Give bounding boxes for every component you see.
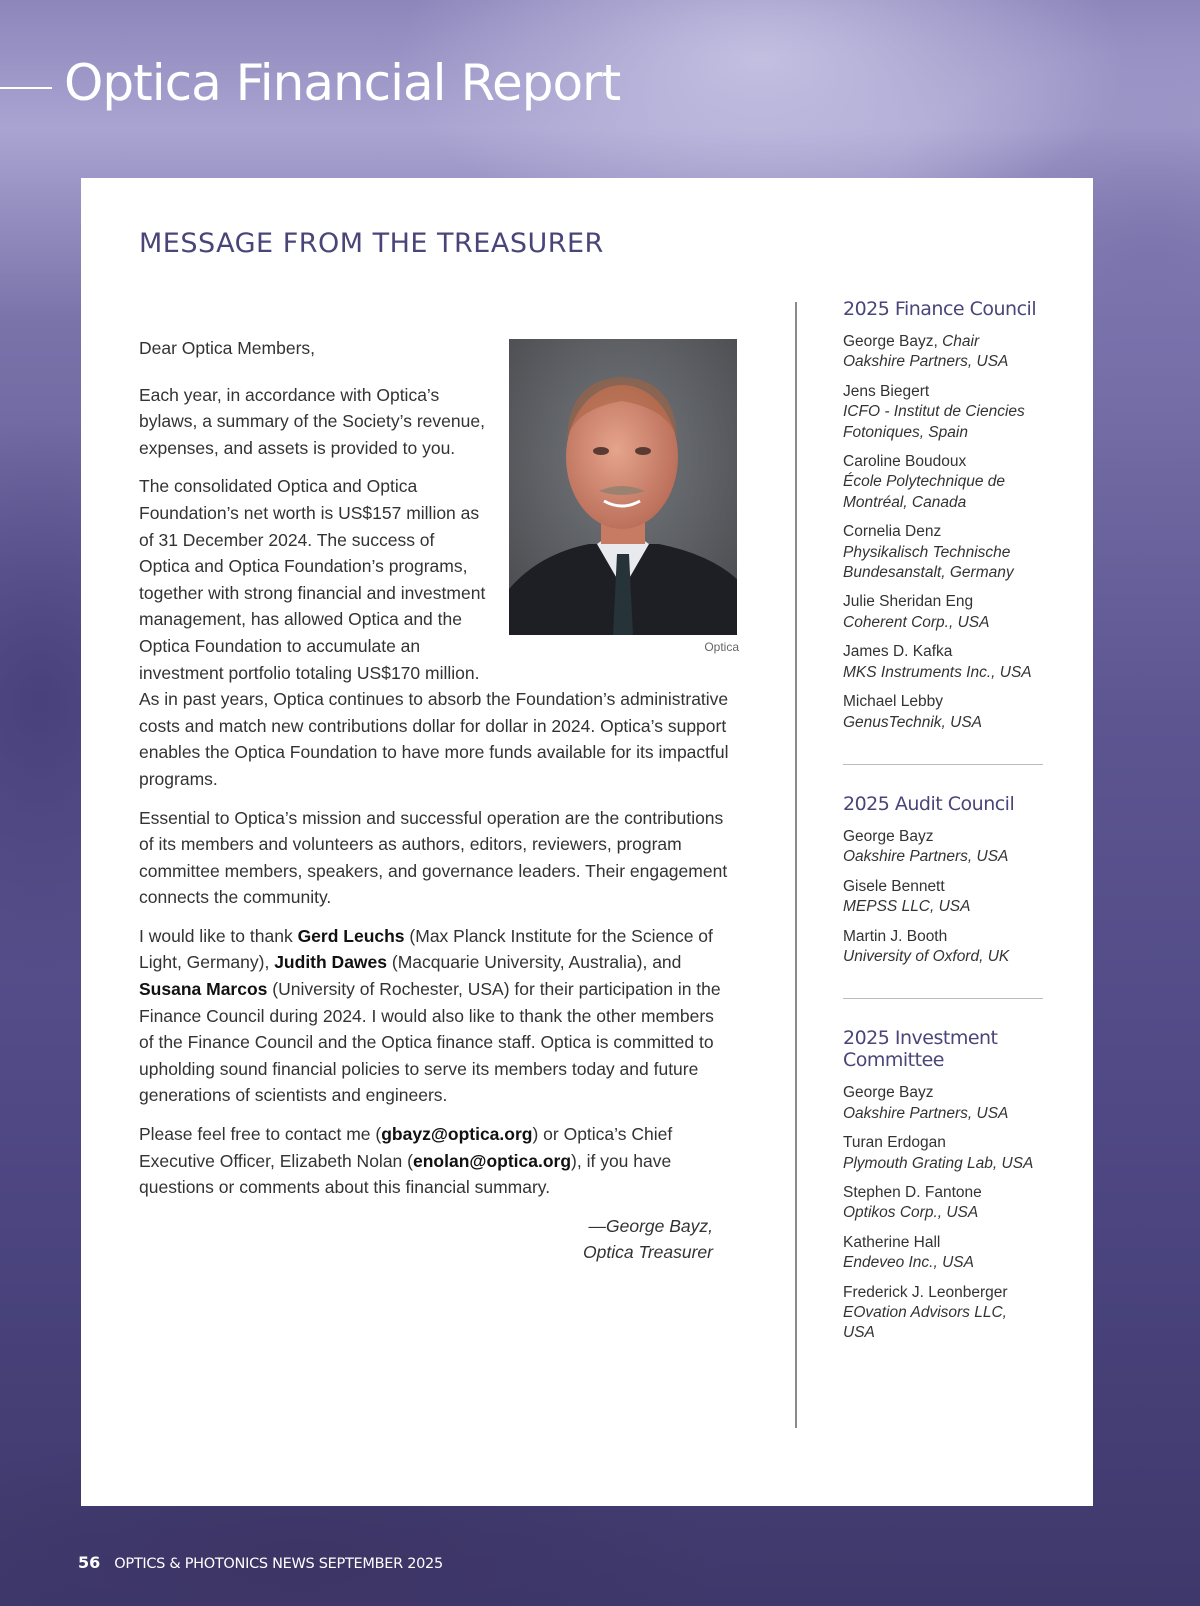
- text-run: (University of Rochester, USA) for their participation in the Finance Council during 2024. I would also like to thank the other members of the Finance Council and the Optica finance staff. Optica is committed to upholding sound financial policies to serve its members today and future generations of scientists and engineers.: [139, 979, 721, 1106]
- member-affiliation: Optikos Corp., USA: [843, 1204, 979, 1222]
- page-number: 56: [78, 1553, 101, 1572]
- page-footer: [78, 1553, 443, 1572]
- member-affiliation: ICFO - Institut de Ciencies Fotoniques, Spain: [843, 403, 1025, 441]
- member-entry: [843, 1183, 1043, 1224]
- section-title: MESSAGE FROM THE TREASURER: [139, 228, 604, 259]
- member-entry: [843, 1233, 1043, 1274]
- member-affiliation: MKS Instruments Inc., USA: [843, 663, 1032, 681]
- member-affiliation: University of Oxford, UK: [843, 947, 1010, 965]
- member-name: Julie Sheridan Eng: [843, 593, 974, 611]
- member-name: Turan Erdogan: [843, 1134, 946, 1152]
- text-run: (Max Planck Institute for the Science of Light, Germany),: [139, 925, 713, 973]
- portrait-figure: [509, 339, 741, 654]
- signoff-title: Optica Treasurer: [583, 1242, 713, 1263]
- report-title: Optica Financial Report: [64, 54, 621, 112]
- member-entry: [843, 1283, 1043, 1344]
- finance-council-heading: 2025 Finance Council: [843, 298, 1037, 320]
- treasurer-letter: [139, 335, 739, 1266]
- member-affiliation: Oakshire Partners, USA: [843, 353, 1009, 371]
- member-affiliation: GenusTechnik, USA: [843, 713, 983, 731]
- member-entry: [843, 877, 1043, 918]
- member-entry: [843, 642, 1043, 683]
- member-affiliation: Oakshire Partners, USA: [843, 1104, 1009, 1122]
- text-run: ) or Optica’s Chief Executive Officer, Elizabeth Nolan (: [139, 1124, 673, 1171]
- member-name: George Bayz: [843, 1084, 934, 1102]
- photo-credit: Optica: [704, 640, 739, 654]
- member-entry: [843, 382, 1043, 443]
- text-run: Please feel free to contact me (: [139, 1124, 382, 1145]
- column-divider: [795, 302, 797, 1428]
- member-entry: [843, 1083, 1043, 1124]
- letter-paragraph-4: [139, 923, 729, 1109]
- treasurer-email[interactable]: gbayz@optica.org: [381, 1124, 533, 1145]
- member-name: Martin J. Booth: [843, 927, 948, 945]
- publication-line: OPTICS & PHOTONICS NEWS SEPTEMBER 2025: [114, 1556, 443, 1572]
- text-run: I would like to thank: [139, 925, 298, 946]
- member-name: Katherine Hall: [843, 1233, 941, 1251]
- investment-committee: [843, 998, 1043, 1374]
- text-run: ), if you have questions or comments about this financial summary.: [139, 1150, 672, 1198]
- member-entry: [843, 332, 1043, 373]
- member-name: Michael Lebby: [843, 693, 943, 711]
- member-name: George Bayz: [843, 827, 934, 845]
- header-rule: [0, 87, 52, 89]
- member-affiliation: EOvation Advisors LLC, USA: [843, 1304, 1007, 1342]
- member-affiliation: Oakshire Partners, USA: [843, 848, 1009, 866]
- member-entry: [843, 692, 1043, 733]
- member-name: George Bayz,: [843, 333, 943, 350]
- member-name: Caroline Boudoux: [843, 453, 967, 471]
- member-name: Cornelia Denz: [843, 523, 942, 541]
- letter-paragraph-5: [139, 1121, 729, 1201]
- treasurer-portrait: [509, 339, 737, 635]
- member-affiliation: MEPSS LLC, USA: [843, 898, 971, 916]
- letter-paragraph-1: Each year, in accordance with Optica’s bylaws, a summary of the Society’s revenue, expenses, and assets is provided to you.: [139, 384, 485, 458]
- audit-council: [843, 764, 1043, 998]
- letter-paragraph-3: Essential to Optica’s mission and successful operation are the contributions of its members and volunteers as authors, editors, reviewers, program committee members, speakers, and governance leaders. Their engagement connects the community.: [139, 807, 728, 908]
- member-entry: [843, 452, 1043, 513]
- member-entry: [843, 827, 1043, 868]
- member-affiliation: École Polytechnique de Montréal, Canada: [843, 473, 1006, 511]
- member-affiliation: Physikalisch Technische Bundesanstalt, Germany: [843, 543, 1014, 582]
- letter-paragraph-2: The consolidated Optica and Optica Foundation’s net worth is US$157 million as of 31 December 2024. The success of Optica and Optica Foundation’s programs, together with strong financial and investment management, has allowed Optica and the Optica Foundation to accumulate an investment portfolio totaling US$170 million. As in past years, Optica continues to absorb the Foundation’s administrative costs and match new contributions dollar for dollar in 2024. Optica’s support enables the Optica Foundation to have more funds available for its impactful programs.: [139, 476, 729, 789]
- member-name: Gisele Bennett: [843, 877, 945, 895]
- content-panel: [81, 178, 1093, 1506]
- member-name: Frederick J. Leonberger: [843, 1283, 1008, 1301]
- thanked-name: Gerd Leuchs: [297, 925, 405, 946]
- member-entry: [843, 1133, 1043, 1174]
- member-affiliation: Endeveo Inc., USA: [843, 1254, 974, 1272]
- audit-council-heading: 2025 Audit Council: [843, 792, 1015, 815]
- salutation: Dear Optica Members,: [139, 338, 316, 358]
- member-entry: [843, 927, 1043, 968]
- member-name: Jens Biegert: [843, 382, 930, 400]
- member-entry: [843, 592, 1043, 633]
- investment-committee-heading: 2025 Investment Committee: [843, 1027, 998, 1072]
- ceo-email[interactable]: enolan@optica.org: [412, 1150, 572, 1171]
- finance-council: [843, 298, 1043, 764]
- member-affiliation: Coherent Corp., USA: [843, 613, 990, 631]
- member-affiliation: Plymouth Grating Lab, USA: [843, 1154, 1034, 1172]
- committee-sidebar: [843, 298, 1043, 1375]
- member-role: Chair: [942, 333, 980, 350]
- signature-block: [139, 1213, 713, 1266]
- member-name: James D. Kafka: [843, 643, 953, 661]
- thanked-name: Judith Dawes: [274, 952, 388, 973]
- text-run: (Macquarie University, Australia), and: [387, 952, 682, 973]
- member-name: Stephen D. Fantone: [843, 1183, 982, 1201]
- member-entry: [843, 522, 1043, 583]
- thanked-name: Susana Marcos: [139, 979, 268, 1000]
- signoff-name: —George Bayz,: [588, 1215, 713, 1236]
